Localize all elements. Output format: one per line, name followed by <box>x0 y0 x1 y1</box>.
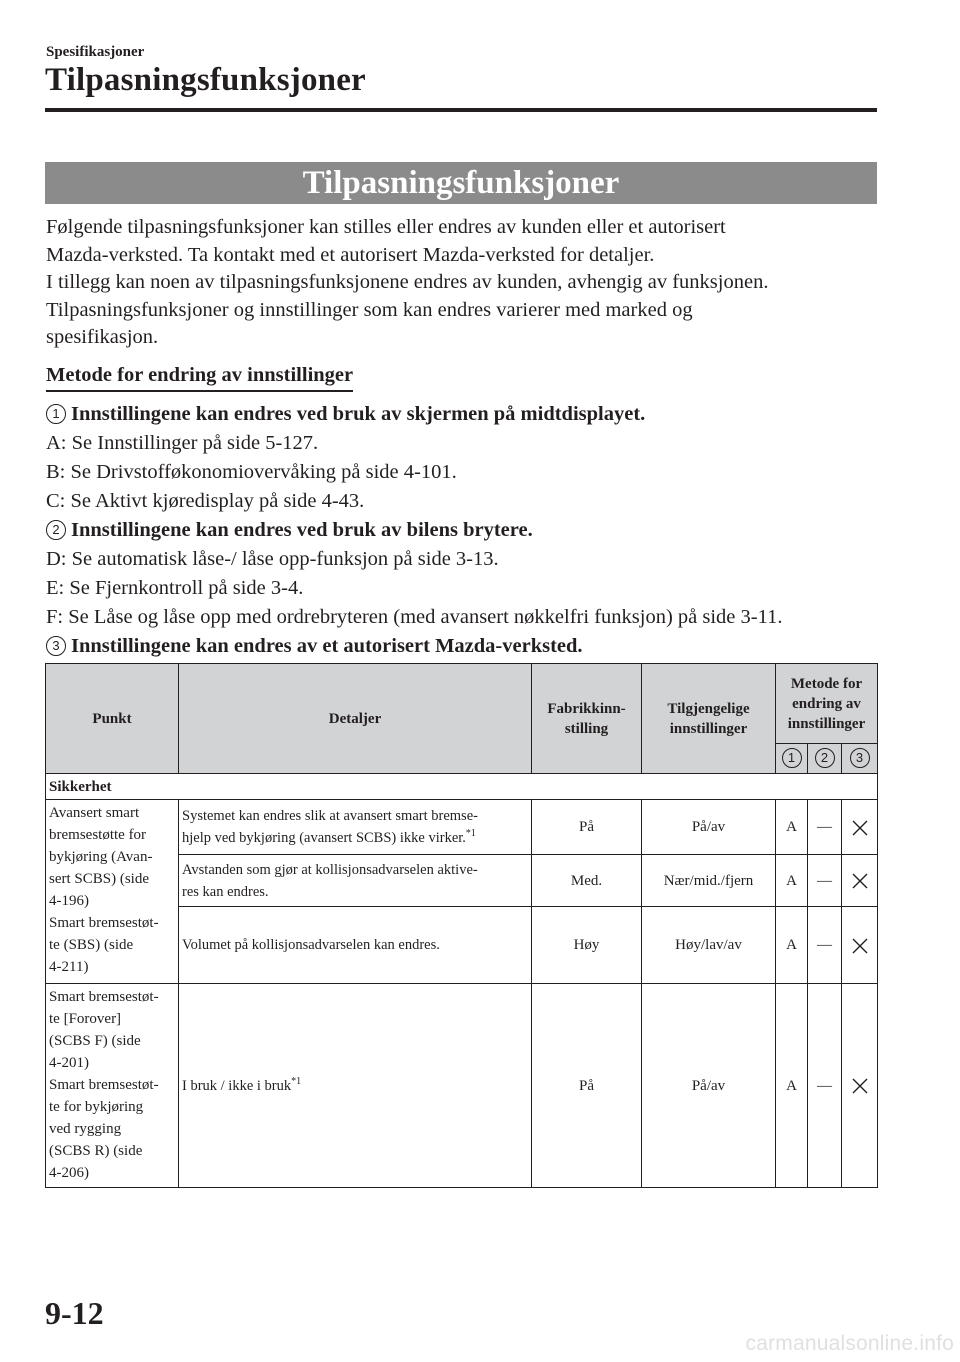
method-1-ref: C: Se Aktivt kjøredisplay på side 4-43. <box>46 490 365 512</box>
method-1-ref: B: Se Drivstofføkonomiovervåking på side 4-101. <box>46 461 457 483</box>
method-2-ref: D: Se automatisk låse-/ låse opp-funksjon på side 3-13. <box>46 548 499 570</box>
intro-text <box>46 214 876 352</box>
number-3-icon: 3 <box>850 748 870 768</box>
method-3-cell <box>842 984 878 1188</box>
method-2-ref: F: Se Låse og låse opp med ordrebryteren (med avansert nøkkelfri funksjon) på side 3-11. <box>46 606 783 628</box>
methods-list <box>46 400 876 661</box>
details-text: I bruk / ikke i bruk <box>182 1077 292 1094</box>
header-details: Detaljer <box>179 664 532 774</box>
method-1-title-text: Innstillingene kan endres ved bruk av skjermen på midtdisplayet. <box>71 403 646 425</box>
header-method-line: endring av <box>792 695 861 712</box>
method-3-cell <box>842 855 878 907</box>
number-1-icon: 1 <box>46 404 66 424</box>
details-cell: Volumet på kollisjonsadvarselen kan endres. <box>179 907 532 984</box>
header-available <box>642 664 776 774</box>
available-cell: På/av <box>642 800 776 855</box>
footnote-marker: *1 <box>291 1075 302 1087</box>
cross-icon <box>852 820 868 836</box>
method-2-cell <box>808 907 842 984</box>
number-3-icon: 3 <box>46 636 66 656</box>
method-2-cell <box>808 984 842 1188</box>
factory-cell: På <box>532 800 642 855</box>
item-cell <box>46 800 179 984</box>
subheading: Metode for endring av innstillinger <box>46 364 353 392</box>
item-line: te for bykjøring <box>49 1099 144 1115</box>
header-available-line: Tilgjengelige <box>667 700 750 717</box>
header-available-line: innstillinger <box>669 720 748 737</box>
header-method-3 <box>842 744 878 774</box>
method-2-ref: E: Se Fjernkontroll på side 3-4. <box>46 577 304 599</box>
factory-cell: Høy <box>532 907 642 984</box>
method-1-cell: A <box>776 855 808 907</box>
factory-cell: På <box>532 984 642 1188</box>
header-method-line: innstillinger <box>787 715 866 732</box>
details-cell <box>179 855 532 907</box>
details-line: Systemet kan endres slik at avansert smart bremse- <box>182 808 478 824</box>
item-line: te [Forover] <box>49 1011 122 1027</box>
item-line: 4-201) <box>49 1055 89 1071</box>
watermark: carmanualsonline.info <box>745 1332 954 1355</box>
item-line: (SCBS F) (side <box>49 1033 141 1049</box>
dash-mark: — <box>817 819 832 835</box>
method-1-cell: A <box>776 907 808 984</box>
dash-mark: — <box>817 872 832 889</box>
header-factory <box>532 664 642 774</box>
section-label: Spesifikasjoner <box>46 44 145 60</box>
item-line: sert SCBS) (side <box>49 871 150 887</box>
method-3-title-text: Innstillingene kan endres av et autorisert Mazda-verksted. <box>71 635 583 657</box>
method-1-cell: A <box>776 984 808 1188</box>
method-3-title <box>46 632 876 661</box>
number-1-icon: 1 <box>782 748 802 768</box>
details-line: Avstanden som gjør at kollisjonsadvarselen aktive- <box>182 861 478 878</box>
intro-line: spesifikasjon. <box>46 326 159 348</box>
header-factory-line: stilling <box>564 720 609 737</box>
page-heading: Tilpasningsfunksjoner <box>45 62 366 98</box>
item-line: ved rygging <box>49 1121 122 1137</box>
category-row: Sikkerhet <box>46 774 878 800</box>
header-item: Punkt <box>46 664 179 774</box>
footnote-marker: *1 <box>465 828 476 840</box>
item-line: (SCBS R) (side <box>49 1143 143 1159</box>
details-line: hjelp ved bykjøring (avansert SCBS) ikke virker. <box>182 830 466 846</box>
number-2-icon: 2 <box>815 748 835 768</box>
intro-line: Mazda-verksted. Ta kontakt med et autorisert Mazda-verksted for detaljer. <box>46 243 655 266</box>
cross-icon <box>852 873 868 889</box>
header-divider <box>45 108 877 112</box>
item-line: 4-196) <box>49 893 89 909</box>
header-factory-line: Fabrikkinn- <box>547 700 626 717</box>
intro-line: Følgende tilpasningsfunksjoner kan stilles eller endres av kunden eller et autorisert <box>46 216 726 238</box>
section-banner: Tilpasningsfunksjoner <box>45 162 877 204</box>
item-line: bykjøring (Avan- <box>49 849 153 865</box>
method-2-cell <box>808 855 842 907</box>
item-line: 4-211) <box>49 959 89 975</box>
details-line: res kan endres. <box>182 883 269 900</box>
method-1-cell: A <box>776 800 808 855</box>
method-3-cell <box>842 800 878 855</box>
item-line: Avansert smart <box>49 805 140 821</box>
cross-icon <box>852 1078 868 1094</box>
customization-table <box>45 663 878 1188</box>
dash-mark: — <box>817 1077 832 1094</box>
method-2-title-text: Innstillingene kan endres ved bruk av bilens brytere. <box>71 519 533 541</box>
factory-cell: Med. <box>532 855 642 907</box>
intro-line: I tillegg kan noen av tilpasningsfunksjonene endres av kunden, avhengig av funksjonen. <box>46 271 769 293</box>
intro-line: Tilpasningsfunksjoner og innstillinger som kan endres varierer med marked og <box>46 298 693 321</box>
details-cell <box>179 800 532 855</box>
page-number: 9-12 <box>45 1295 104 1331</box>
available-cell: På/av <box>642 984 776 1188</box>
method-1-ref: A: Se Innstillinger på side 5-127. <box>46 432 319 454</box>
item-line: 4-206) <box>49 1165 89 1181</box>
item-line: Smart bremsestøt- <box>49 989 159 1005</box>
item-line: Smart bremsestøt- <box>49 915 159 931</box>
details-cell <box>179 984 532 1188</box>
method-3-cell <box>842 907 878 984</box>
header-method <box>776 664 878 744</box>
method-1-title <box>46 400 876 429</box>
header-method-2 <box>808 744 842 774</box>
header-method-line: Metode for <box>790 675 863 692</box>
cross-icon <box>852 938 868 954</box>
header-method-1 <box>776 744 808 774</box>
item-line: bremsestøtte for <box>49 827 147 843</box>
method-2-title <box>46 516 876 545</box>
available-cell: Høy/lav/av <box>642 907 776 984</box>
number-2-icon: 2 <box>46 520 66 540</box>
method-2-cell <box>808 800 842 855</box>
item-line: te (SBS) (side <box>49 937 134 953</box>
item-line: Smart bremsestøt- <box>49 1077 159 1093</box>
available-cell: Nær/mid./fjern <box>642 855 776 907</box>
dash-mark: — <box>817 937 832 953</box>
item-cell <box>46 984 179 1188</box>
